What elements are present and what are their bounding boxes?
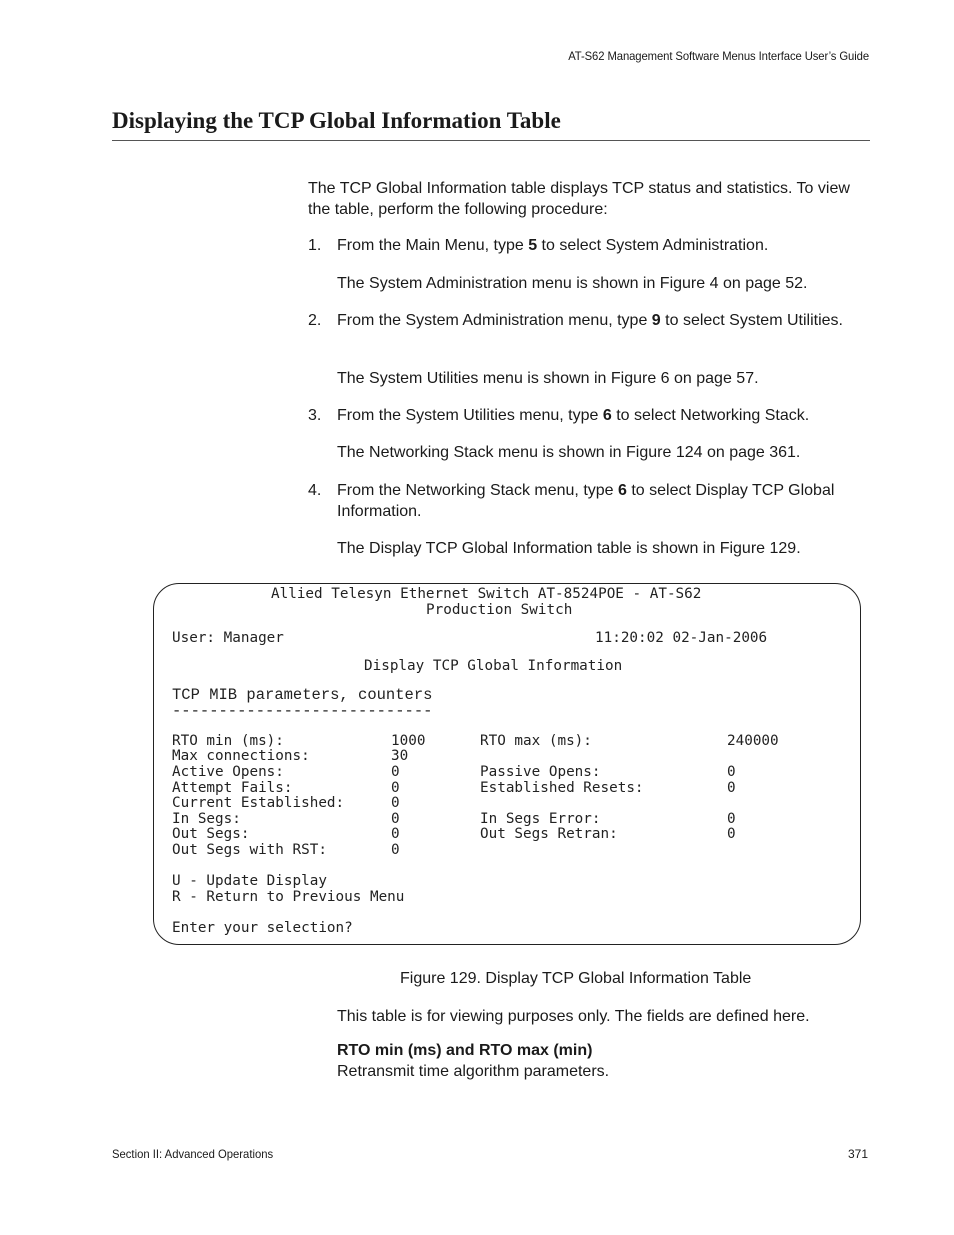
- terminal-title-line2: Production Switch: [426, 602, 573, 618]
- figure-caption: Figure 129. Display TCP Global Information Table: [400, 970, 752, 987]
- option-update-display: U - Update Display: [172, 873, 327, 889]
- step-4-note: The Display TCP Global Information table is shown in Figure 129.: [337, 540, 801, 557]
- field-value-passive-opens: 0: [727, 764, 736, 780]
- step-3-note: The Networking Stack menu is shown in Figure 124 on page 361.: [337, 444, 801, 461]
- field-value-out-segs-rst: 0: [391, 842, 400, 858]
- option-return-menu: R - Return to Previous Menu: [172, 889, 405, 905]
- step-text-pre: From the Main Menu, type: [337, 237, 529, 254]
- field-label-in-segs-error: In Segs Error:: [480, 811, 601, 827]
- field-label-max-connections: Max connections:: [172, 748, 310, 764]
- step-text-pre: From the System Utilities menu, type: [337, 407, 603, 424]
- terminal-prompt: Enter your selection?: [172, 920, 353, 936]
- step-text-pre: From the System Administration menu, type: [337, 312, 652, 329]
- running-header: AT-S62 Management Software Menus Interface User’s Guide: [568, 49, 869, 63]
- footer-section: Section II: Advanced Operations: [112, 1147, 274, 1161]
- terminal-group-label: TCP MIB parameters, counters: [172, 686, 433, 704]
- field-value-attempt-fails: 0: [391, 780, 400, 796]
- field-value-out-segs: 0: [391, 826, 400, 842]
- field-label-out-segs-retran: Out Segs Retran:: [480, 826, 618, 842]
- step-number: 4.: [308, 482, 322, 499]
- step-text-post: to select System Utilities.: [660, 312, 843, 329]
- intro-paragraph: The TCP Global Information table displays TCP status and statistics. To view the table, perform the following procedure:: [308, 180, 850, 218]
- field-label-rto-max: RTO max (ms):: [480, 733, 592, 749]
- step-number: 3.: [308, 407, 322, 424]
- step-text-post: to select Display TCP Global Information.: [337, 482, 835, 520]
- field-label-established-resets: Established Resets:: [480, 780, 644, 796]
- step-3: [308, 406, 870, 427]
- page-number: 371: [847, 1147, 868, 1161]
- title-rule: [112, 140, 870, 141]
- step-text-pre: From the Networking Stack menu, type: [337, 482, 618, 499]
- field-value-out-segs-retran: 0: [727, 826, 736, 842]
- field-definition-name: RTO min (ms) and RTO max (min): [337, 1042, 593, 1059]
- field-label-out-segs-rst: Out Segs with RST:: [172, 842, 327, 858]
- step-1-note: The System Administration menu is shown in Figure 4 on page 52.: [337, 275, 808, 292]
- step-1: [308, 236, 870, 257]
- field-label-active-opens: Active Opens:: [172, 764, 284, 780]
- field-label-in-segs: In Segs:: [172, 811, 241, 827]
- field-value-rto-min: 1000: [391, 733, 426, 749]
- step-key: 6: [618, 482, 627, 499]
- terminal-datetime: 11:20:02 02-Jan-2006: [595, 630, 768, 646]
- field-value-active-opens: 0: [391, 764, 400, 780]
- section-title: Displaying the TCP Global Information Table: [112, 108, 561, 133]
- field-value-established-resets: 0: [727, 780, 736, 796]
- terminal-title-line1: Allied Telesyn Ethernet Switch AT-8524POE - AT-S62: [271, 586, 702, 602]
- terminal-screen-title: Display TCP Global Information: [364, 658, 623, 674]
- field-label-out-segs: Out Segs:: [172, 826, 250, 842]
- step-text-post: to select System Administration.: [537, 237, 769, 254]
- field-definition-desc: Retransmit time algorithm parameters.: [337, 1063, 610, 1080]
- step-2: [308, 311, 870, 332]
- field-value-in-segs: 0: [391, 811, 400, 827]
- field-label-attempt-fails: Attempt Fails:: [172, 780, 293, 796]
- step-number: 1.: [308, 237, 322, 254]
- terminal-user: User: Manager: [172, 630, 284, 646]
- step-key: 5: [528, 237, 538, 254]
- step-4: [308, 481, 870, 522]
- step-key: 9: [651, 312, 661, 329]
- field-label-rto-min: RTO min (ms):: [172, 733, 284, 749]
- field-value-max-connections: 30: [391, 748, 409, 764]
- after-figure-text: This table is for viewing purposes only. The fields are defined here.: [337, 1008, 810, 1025]
- field-value-rto-max: 240000: [727, 733, 779, 749]
- field-label-passive-opens: Passive Opens:: [480, 764, 601, 780]
- step-text-post: to select Networking Stack.: [611, 407, 810, 424]
- field-label-current-established: Current Established:: [172, 795, 345, 811]
- field-value-in-segs-error: 0: [727, 811, 736, 827]
- step-2-note: The System Utilities menu is shown in Figure 6 on page 57.: [337, 370, 759, 387]
- step-key: 6: [602, 407, 612, 424]
- terminal-group-rule: ----------------------------: [172, 702, 433, 720]
- step-number: 2.: [308, 312, 322, 329]
- field-value-current-established: 0: [391, 795, 400, 811]
